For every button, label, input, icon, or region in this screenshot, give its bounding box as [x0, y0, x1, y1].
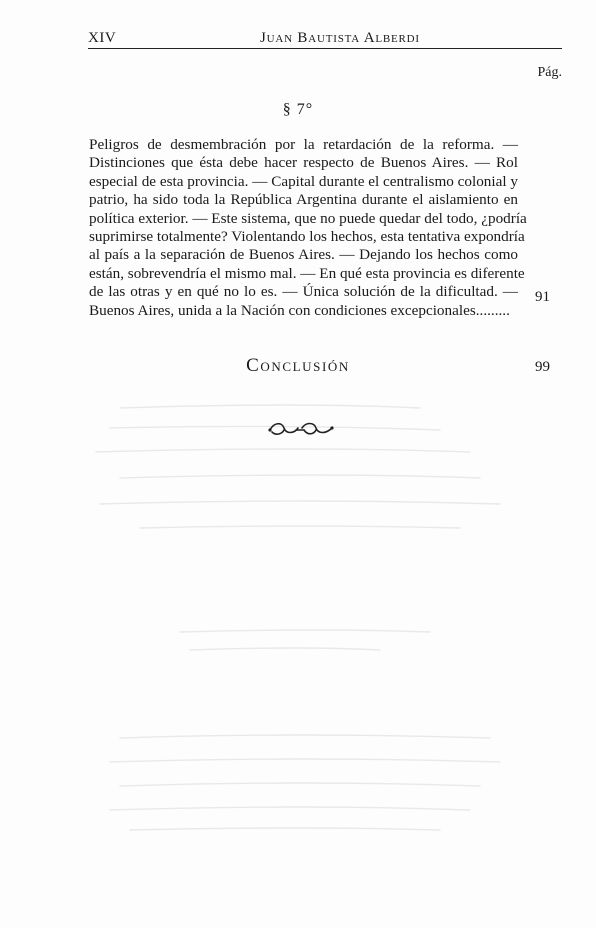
- section-summary: [89, 136, 527, 320]
- fleuron-ornament-icon: [266, 418, 336, 440]
- summary-line: están, sobrevendría el mismo mal. — En qué esta provincia es diferente: [89, 264, 525, 282]
- page-folio: XIV: [88, 30, 117, 46]
- section-page-number: 91: [535, 289, 550, 305]
- summary-line: Peligros de desmembración por la retardación de la reforma. —: [89, 136, 518, 153]
- summary-line: especial de esta provincia. — Capital durante el centralismo colonial y: [89, 172, 518, 190]
- page-column-label: Pág.: [537, 65, 562, 80]
- running-header: [88, 28, 562, 49]
- section-heading: § 7°: [282, 101, 314, 118]
- summary-line: suprimirse totalmente? Violentando los hechos, esta tentativa expondría: [89, 228, 525, 246]
- summary-line: política exterior. — Este sistema, que no puede quedar del todo, ¿podría: [89, 209, 527, 227]
- summary-line: Buenos Aires, unida a la Nación con condiciones excepcionales.........: [89, 301, 510, 319]
- conclusion-page-number: 99: [535, 359, 550, 375]
- running-head-author: Juan Bautista Alberdi: [260, 30, 420, 46]
- summary-line: de las otras y en qué no lo es. — Única solución de la dificultad. —: [89, 283, 518, 301]
- conclusion-heading: Conclusión: [246, 355, 350, 376]
- summary-line: al país a la separación de Buenos Aires. — Dejando los hechos como: [89, 246, 518, 264]
- summary-line: patrio, ha sido toda la República Argentina durante el aislamiento en: [89, 191, 518, 209]
- summary-line: Distinciones que ésta debe hacer respecto de Buenos Aires. — Rol: [89, 154, 518, 172]
